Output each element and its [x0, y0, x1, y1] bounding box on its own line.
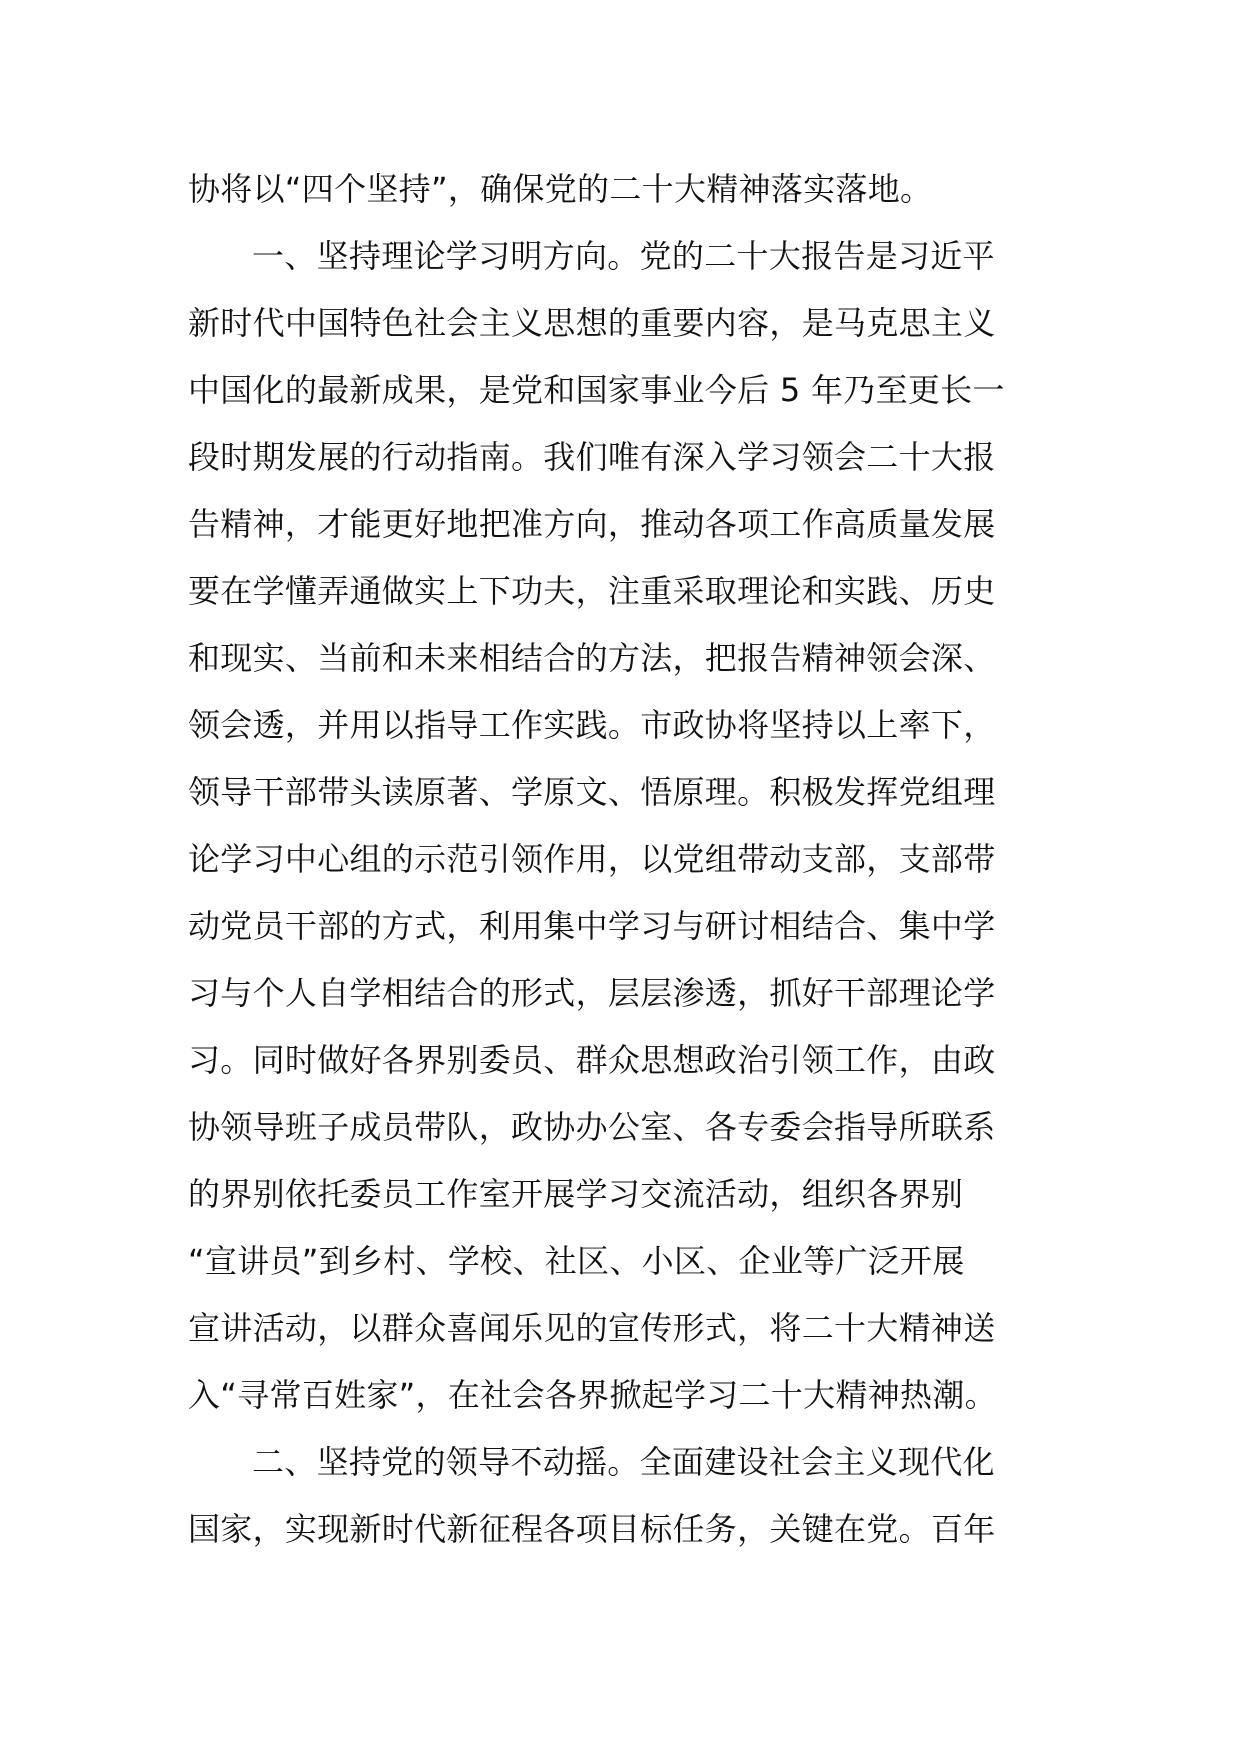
text-line: 入“寻常百姓家”，在社会各界掀起学习二十大精神热潮。 — [188, 1376, 997, 1414]
text-line: 协将以“四个坚持”，确保党的二十大精神落实落地。 — [188, 170, 933, 208]
text-line: 告精神，才能更好地把准方向，推动各项工作高质量发展 — [188, 505, 996, 543]
text-line: “宣讲员”到乡村、学校、社区、小区、企业等广泛开展 — [188, 1242, 965, 1280]
paragraph-heading-1: 一、坚持理论学习明方向。党的二十大报告是习近平 — [252, 237, 995, 275]
text-line: 国家，实现新时代新征程各项目标任务，关键在党。百年 — [188, 1510, 996, 1548]
text-line: 的界别依托委员工作室开展学习交流活动，组织各界别 — [188, 1175, 964, 1213]
text-line: 新时代中国特色社会主义思想的重要内容，是马克思主义 — [188, 304, 996, 342]
text-line: 动党员干部的方式，利用集中学习与研讨相结合、集中学 — [188, 907, 996, 945]
text-line: 协领导班子成员带队，政协办公室、各专委会指导所联系 — [188, 1108, 996, 1146]
text-line: 习。同时做好各界别委员、群众思想政治引领工作，由政 — [188, 1041, 996, 1079]
document-body — [188, 156, 1058, 1563]
text-line: 要在学懂弄通做实上下功夫，注重采取理论和实践、历史 — [188, 572, 996, 610]
text-line: 论学习中心组的示范引领作用，以党组带动支部，支部带 — [188, 840, 996, 878]
text-line: 习与个人自学相结合的形式，层层渗透，抓好干部理论学 — [188, 974, 996, 1012]
text-line: 领会透，并用以指导工作实践。市政协将坚持以上率下， — [188, 706, 996, 744]
paragraph-heading-2: 二、坚持党的领导不动摇。全面建设社会主义现代化 — [252, 1443, 995, 1481]
text-line: 段时期发展的行动指南。我们唯有深入学习领会二十大报 — [188, 438, 996, 476]
text-line: 中国化的最新成果，是党和国家事业今后 5 年乃至更长一 — [188, 371, 1005, 409]
text-line: 领导干部带头读原著、学原文、悟原理。积极发挥党组理 — [188, 773, 996, 811]
text-line: 和现实、当前和未来相结合的方法，把报告精神领会深、 — [188, 639, 996, 677]
text-line: 宣讲活动，以群众喜闻乐见的宣传形式，将二十大精神送 — [188, 1309, 996, 1347]
